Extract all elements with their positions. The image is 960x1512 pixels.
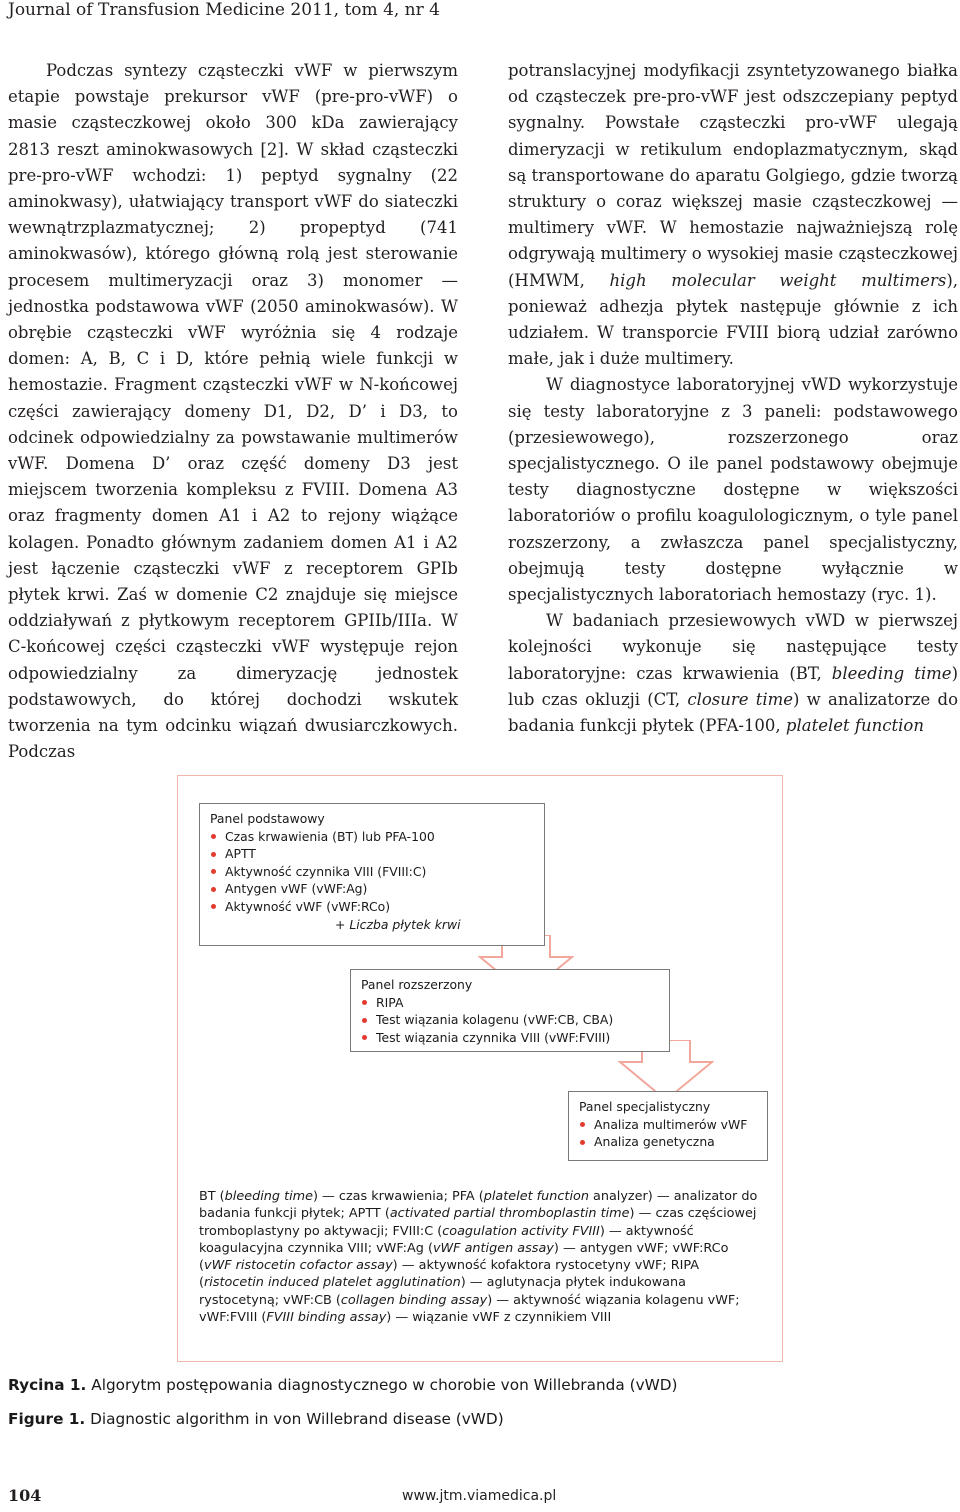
list-item-text: Analiza multimerów vWF <box>594 1116 748 1132</box>
text-run: ), ponieważ adhezja płytek następuje głównie z ich udziałem. W transporcie FVIII biorą udział zarówno małe, jak i duże multimery. <box>508 270 958 369</box>
text-run-italic: platelet function <box>785 716 924 736</box>
legend-italic: ristocetin induced platelet agglutination <box>204 1275 461 1291</box>
legend-italic: vWF ristocetin cofactor assay <box>204 1258 393 1274</box>
text-run: ) lub czas okluzji (CT, <box>508 663 958 709</box>
legend-italic: FVIII binding assay <box>266 1310 387 1326</box>
caption-text: Diagnostic algorithm in von Willebrand disease (vWD) <box>85 1410 504 1428</box>
footer-url: www.jtm.viamedica.pl <box>402 1488 557 1504</box>
text-run: potranslacyjnej modyfikacji zsyntetyzowanego białka od cząsteczek pre-pro-vWF jest odszczepiany peptyd sygnalny. Powstałe cząsteczki pro-vWF ulegają dimeryzacji w retikulum endoplazmatycznym, skąd są transportowane do aparatu Golgiego, gdzie tworzą struktury o coraz większej masie cząsteczkowej — multimery vWF. W hemostazie najważniejszą rolę odgrywają multimery o wysokiej masie cząsteczkowej (HMWM, <box>508 61 958 290</box>
list-item-text: Test wiązania kolagenu (vWF:CB, CBA) <box>376 1012 614 1028</box>
bullet-icon <box>580 1140 585 1145</box>
legend-text: ) — wiązanie vWF z czynnikiem VIII <box>386 1310 612 1326</box>
list-item <box>210 863 534 881</box>
right-paragraph-1 <box>508 58 958 372</box>
bullet-icon <box>211 904 216 909</box>
legend-italic: collagen binding assay <box>340 1292 488 1308</box>
legend-text: ) — aktywność kofaktora rystocetyny vWF; RIPA ( <box>199 1258 700 1291</box>
right-paragraph-2: W diagnostyce laboratoryjnej vWD wykorzystuje się testy laboratoryjne z 3 paneli: podstawowego (przesiewowego), rozszerzonego oraz specjalistycznego. O ile panel podstawowy obejmuje testy diagnostyczne dostępne w większości laboratoriów o profilu koagulologicznym, o tyle panel rozszerzony, a zwłaszcza panel specjalistyczny, obejmują testy dostępne wyłącznie w specjalistycznych laboratoriach hemostazy (ryc. 1). <box>508 375 958 605</box>
caption-rycina <box>8 1376 678 1394</box>
list-item <box>210 898 534 916</box>
panel-podstawowy <box>199 803 545 946</box>
bullet-icon <box>211 834 216 839</box>
panel-list <box>361 994 659 1047</box>
right-paragraph-3 <box>508 608 958 739</box>
list-item-text: Aktywność czynnika VIII (FVIII:C) <box>225 863 427 879</box>
panel-title: Panel podstawowy <box>210 811 325 826</box>
list-item-text: Analiza genetyczna <box>594 1134 715 1150</box>
panel-list <box>210 828 534 916</box>
panel-title: Panel rozszerzony <box>361 977 473 992</box>
list-item <box>210 828 534 846</box>
plus-line <box>210 916 534 934</box>
legend-text: ) — czas częściowej tromboplastyny po aktywacji; FVIII:C ( <box>199 1206 757 1239</box>
text-run-italic: bleeding time <box>831 663 952 683</box>
list-item <box>361 994 659 1012</box>
legend-text: ) — antygen vWF; vWF:RCo ( <box>199 1240 729 1274</box>
panel-list <box>579 1116 757 1151</box>
list-item <box>579 1116 757 1134</box>
legend-text: analyzer) — analizator do badania funkcji płytek; APTT ( <box>199 1189 758 1222</box>
list-item-text: Test wiązania czynnika VIII (vWF:FVIII) <box>376 1029 611 1045</box>
left-paragraph: Podczas syntezy cząsteczki vWF w pierwszym etapie powstaje prekursor vWF (pre-pro-vWF) o masie cząsteczkowej około 300 kDa zawierający 2813 reszt aminokwasowych [2]. W skład cząsteczki pre-pro-vWF wchodzi: 1) peptyd sygnalny (22 aminokwasy), ułatwiający transport vWF do siateczki wewnątrzplazmatycznej; 2) propeptyd (741 aminokwasów), którego główną rolą jest sterowanie procesem multimeryzacji oraz 3) monomer — jednostka podstawowa vWF (2050 aminokwasów). W obrębie cząsteczki vWF wyróżnia się 4 rodzaje domen: A, B, C i D, które pełnią wiele funkcji w hemostazie. Fragment cząsteczki vWF w N-końcowej części zawierający domeny D1, D2, D’ i D3, to odcinek odpowiedzialny za powstawanie multimerów vWF. Domena D’ oraz część domeny D3 jest miejscem tworzenia kompleksu z FVIII. Domena A3 oraz fragmenty domen A1 i A2 to rejony wiążące kolagen. Ponadto głównym zadaniem domen A1 i A2 jest łączenie cząsteczki vWF z receptorem GPIb płytek krwi. Zaś w domenie C2 znajduje się miejsce oddziaływań z płytkowym receptorem GPIIb/IIIa. W C-końcowej części cząsteczki vWF występuje rejon odpowiedzialny za dimeryzację jednostek podstawowych, do której dochodzi wskutek tworzenia na tym odcinku wiązań dwusiarczkowych. Podczas <box>8 61 458 762</box>
list-item <box>579 1133 757 1151</box>
left-text-column <box>8 58 458 765</box>
legend-italic: platelet function <box>483 1189 589 1204</box>
journal-header: Journal of Transfusion Medicine 2011, tom 4, nr 4 <box>8 0 440 20</box>
legend-text: BT ( <box>199 1189 225 1204</box>
plus-sign: + <box>335 916 350 932</box>
bullet-icon <box>580 1122 585 1127</box>
list-item <box>361 1029 659 1047</box>
bullet-icon <box>211 852 216 857</box>
legend-text: ) — czas krwawienia; PFA ( <box>313 1189 484 1204</box>
text-run: ) w analizatorze do badania funkcji płytek (PFA-100, <box>508 689 958 736</box>
text-run-italic: closure time <box>687 689 794 709</box>
list-item <box>361 1011 659 1029</box>
legend-italic: vWF antigen assay <box>432 1240 554 1256</box>
list-item <box>210 845 534 863</box>
caption-figure <box>8 1410 504 1428</box>
bullet-icon <box>362 1000 367 1005</box>
list-item-text: Aktywność vWF (vWF:RCo) <box>225 898 391 914</box>
list-item-text: Czas krwawienia (BT) lub PFA-100 <box>225 828 435 844</box>
text-run: W badaniach przesiewowych vWD w pierwszej kolejności wykonuje się następujące testy laboratoryjne: czas krwawienia (BT, <box>508 611 958 683</box>
list-item-text: APTT <box>225 846 256 862</box>
legend-text: ) — aktywność koagulacyjna czynnika VIII; vWF:Ag ( <box>199 1223 694 1256</box>
panel-title: Panel specjalistyczny <box>579 1099 711 1114</box>
caption-text: Algorytm postępowania diagnostycznego w chorobie von Willebranda (vWD) <box>86 1376 678 1394</box>
legend-italic: bleeding time <box>224 1189 313 1204</box>
bullet-icon <box>362 1035 367 1040</box>
bullet-icon <box>362 1018 367 1023</box>
list-item-text: RIPA <box>376 994 404 1010</box>
bullet-icon <box>211 887 216 892</box>
panel-rozszerzony <box>350 969 670 1052</box>
legend-text: ) — aglutynacja płytek indukowana rystocetyną; vWF:CB ( <box>199 1275 686 1308</box>
figure-legend <box>199 1188 765 1326</box>
list-item <box>210 880 534 898</box>
legend-italic: coagulation activity FVIII <box>442 1223 600 1239</box>
caption-label: Figure 1. <box>8 1410 86 1428</box>
panel-specjalistyczny <box>568 1091 768 1161</box>
list-item-text: Antygen vWF (vWF:Ag) <box>225 881 368 897</box>
bullet-icon <box>211 869 216 874</box>
legend-text: ) — aktywność wiązania kolagenu vWF; vWF:FVIII ( <box>199 1292 740 1326</box>
plus-text: Liczba płytek krwi <box>349 916 461 932</box>
page-number: 104 <box>8 1486 42 1505</box>
text-run-italic: high molecular weight multimers <box>609 270 947 290</box>
right-text-column <box>508 58 958 739</box>
caption-label: Rycina 1. <box>8 1376 87 1394</box>
legend-italic: activated partial thromboplastin time <box>389 1206 630 1222</box>
